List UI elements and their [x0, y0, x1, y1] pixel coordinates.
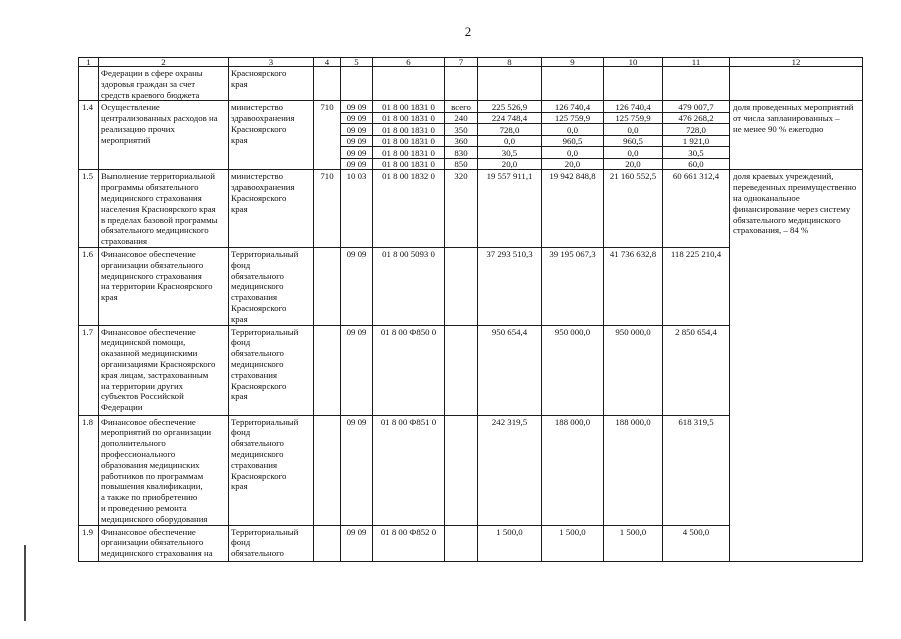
executor-cell: министерство здравоохранения Красноярского края: [229, 170, 314, 248]
empty-cell: [314, 415, 341, 525]
target-code-cell: 01 8 00 1831 0: [373, 112, 445, 124]
item-name-cell: Федерации в сфере охраны здоровья граждан за счет средств краевого бюджета: [99, 67, 229, 101]
expense-type-cell: 350: [445, 124, 478, 136]
amount-cell: 126 740,4: [542, 101, 604, 113]
amount-cell: 125 759,9: [604, 112, 663, 124]
amount-cell: 39 195 067,3: [542, 247, 604, 325]
expense-type-cell: 850: [445, 158, 478, 170]
expense-type-cell: всего: [445, 101, 478, 113]
empty-cell: [314, 67, 341, 101]
section-cell: 09 09: [341, 525, 373, 561]
empty-cell: [314, 525, 341, 561]
total-cell: 476 268,2: [663, 112, 730, 124]
executor-cell: Территориальный фонд обязательного: [229, 525, 314, 561]
section-cell: 09 09: [341, 415, 373, 525]
row-number-cell: 1.8: [79, 415, 99, 525]
expense-type-cell: 320: [445, 170, 478, 248]
total-cell: 118 225 210,4: [663, 247, 730, 325]
amount-cell: 20,0: [604, 158, 663, 170]
table-row: [79, 170, 863, 248]
expense-type-cell: 830: [445, 147, 478, 159]
amount-cell: 0,0: [604, 124, 663, 136]
amount-cell: 1 500,0: [478, 525, 542, 561]
total-cell: 479 007,7: [663, 101, 730, 113]
total-cell: 2 850 654,4: [663, 325, 730, 415]
executor-cell: Территориальный фонд обязательного медицинского страхования Красноярского края: [229, 325, 314, 415]
empty-cell: [730, 67, 863, 101]
section-cell: 10 03: [341, 170, 373, 248]
amount-cell: 188 000,0: [604, 415, 663, 525]
table-row: [79, 101, 863, 113]
empty-cell: [445, 247, 478, 325]
amount-cell: 950 000,0: [542, 325, 604, 415]
section-cell: 09 09: [341, 147, 373, 159]
continued-row: [79, 67, 863, 101]
amount-cell: 0,0: [478, 135, 542, 147]
amount-cell: 41 736 632,8: [604, 247, 663, 325]
amount-cell: 950 000,0: [604, 325, 663, 415]
amount-cell: 224 748,4: [478, 112, 542, 124]
expense-type-cell: 360: [445, 135, 478, 147]
amount-cell: 20,0: [478, 158, 542, 170]
column-header: 5: [341, 58, 373, 67]
total-cell: 728,0: [663, 124, 730, 136]
amount-cell: 21 160 552,5: [604, 170, 663, 248]
column-header: 6: [373, 58, 445, 67]
amount-cell: 188 000,0: [542, 415, 604, 525]
empty-cell: [79, 67, 99, 101]
item-name-cell: Финансовое обеспечение организации обязательного медицинского страхования на: [99, 525, 229, 561]
empty-cell: [314, 325, 341, 415]
section-cell: 09 09: [341, 325, 373, 415]
column-header: 12: [730, 58, 863, 67]
section-cell: 09 09: [341, 135, 373, 147]
row-number-cell: 1.6: [79, 247, 99, 325]
total-cell: 1 921,0: [663, 135, 730, 147]
empty-cell: [604, 67, 663, 101]
total-cell: 4 500,0: [663, 525, 730, 561]
amount-cell: 960,5: [604, 135, 663, 147]
amount-cell: 19 942 848,8: [542, 170, 604, 248]
total-cell: 60,0: [663, 158, 730, 170]
target-code-cell: 01 8 00 5093 0: [373, 247, 445, 325]
item-name-cell: Финансовое обеспечение медицинской помощи, оказанной медицинскими организациями Красноярского края лицам, застрахованным на территории других субъектов Российской Федерации: [99, 325, 229, 415]
amount-cell: 0,0: [542, 124, 604, 136]
empty-cell: [373, 67, 445, 101]
section-cell: 09 09: [341, 112, 373, 124]
amount-cell: 0,0: [604, 147, 663, 159]
executor-cell: министерство здравоохранения Красноярского края: [229, 101, 314, 170]
section-cell: 09 09: [341, 158, 373, 170]
target-code-cell: 01 8 00 Ф850 0: [373, 325, 445, 415]
section-cell: 09 09: [341, 101, 373, 113]
amount-cell: 19 557 911,1: [478, 170, 542, 248]
total-cell: 618 319,5: [663, 415, 730, 525]
section-cell: 09 09: [341, 124, 373, 136]
amount-cell: 960,5: [542, 135, 604, 147]
column-header: 9: [542, 58, 604, 67]
indicator-cell: доля краевых учреждений, переведенных преимущественно на одноканальное финансирование через систему обязательного медицинского страхования, – 84 %: [730, 170, 863, 561]
target-code-cell: 01 8 00 1831 0: [373, 135, 445, 147]
amount-cell: 1 500,0: [542, 525, 604, 561]
amount-cell: 242 319,5: [478, 415, 542, 525]
row-number-cell: 1.5: [79, 170, 99, 248]
executor-cell: Территориальный фонд обязательного медицинского страхования Красноярского края: [229, 247, 314, 325]
header-row: [79, 58, 863, 67]
amount-cell: 1 500,0: [604, 525, 663, 561]
executor-cell: Территориальный фонд обязательного медицинского страхования Красноярского края: [229, 415, 314, 525]
empty-cell: [542, 67, 604, 101]
item-name-cell: Финансовое обеспечение мероприятий по организации дополнительного профессионального образования медицинских работников по программам повышения квалификации, а также по приобретению и проведению ремонта медицинского оборудования: [99, 415, 229, 525]
total-cell: 30,5: [663, 147, 730, 159]
empty-cell: [478, 67, 542, 101]
program-table: [78, 57, 863, 562]
item-name-cell: Финансовое обеспечение организации обязательного медицинского страхования на территории Красноярского края: [99, 247, 229, 325]
row-number-cell: 1.9: [79, 525, 99, 561]
empty-cell: [445, 415, 478, 525]
column-header: 3: [229, 58, 314, 67]
column-header: 11: [663, 58, 730, 67]
empty-cell: [445, 67, 478, 101]
target-code-cell: 01 8 00 Ф851 0: [373, 415, 445, 525]
empty-cell: [445, 525, 478, 561]
target-code-cell: 01 8 00 Ф852 0: [373, 525, 445, 561]
indicator-cell: доля проведенных мероприятий от числа запланированных – не менее 90 % ежегодно: [730, 101, 863, 170]
target-code-cell: 01 8 00 1831 0: [373, 158, 445, 170]
expense-type-cell: 240: [445, 112, 478, 124]
amount-cell: 125 759,9: [542, 112, 604, 124]
row-number-cell: 1.4: [79, 101, 99, 170]
empty-cell: [314, 247, 341, 325]
target-code-cell: 01 8 00 1831 0: [373, 101, 445, 113]
amount-cell: 126 740,4: [604, 101, 663, 113]
amount-cell: 0,0: [542, 147, 604, 159]
total-cell: 60 661 312,4: [663, 170, 730, 248]
amount-cell: 30,5: [478, 147, 542, 159]
amount-cell: 950 654,4: [478, 325, 542, 415]
target-code-cell: 01 8 00 1832 0: [373, 170, 445, 248]
amount-cell: 225 526,9: [478, 101, 542, 113]
target-code-cell: 01 8 00 1831 0: [373, 147, 445, 159]
item-name-cell: Выполнение территориальной программы обязательного медицинского страхования населения Красноярского края в пределах базовой программы обязательного медицинского страхования: [99, 170, 229, 248]
row-number-cell: 1.7: [79, 325, 99, 415]
column-header: 4: [314, 58, 341, 67]
executor-cell: Красноярского края: [229, 67, 314, 101]
code-cell: 710: [314, 170, 341, 248]
section-cell: 09 09: [341, 247, 373, 325]
item-name-cell: Осуществление централизованных расходов на реализацию прочих мероприятий: [99, 101, 229, 170]
column-header: 8: [478, 58, 542, 67]
amount-cell: 37 293 510,3: [478, 247, 542, 325]
column-header: 10: [604, 58, 663, 67]
amount-cell: 20,0: [542, 158, 604, 170]
column-header: 1: [79, 58, 99, 67]
empty-cell: [341, 67, 373, 101]
column-header: 2: [99, 58, 229, 67]
amount-cell: 728,0: [478, 124, 542, 136]
page-number: 2: [464, 24, 472, 39]
column-header: 7: [445, 58, 478, 67]
empty-cell: [445, 325, 478, 415]
empty-cell: [663, 67, 730, 101]
scan-edge-line: [24, 545, 26, 621]
target-code-cell: 01 8 00 1831 0: [373, 124, 445, 136]
code-cell: 710: [314, 101, 341, 170]
